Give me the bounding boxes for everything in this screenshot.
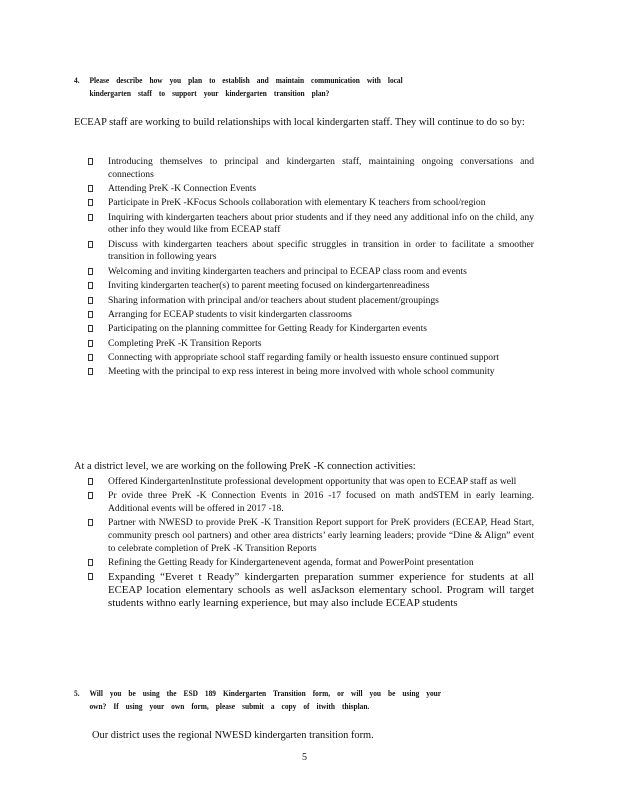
list-item	[88, 490, 534, 515]
list-item-text: Welcoming and inviting kindergarten teachers and principal to ECEAP class room and events	[108, 265, 467, 277]
checkbox-bullet-icon	[88, 519, 93, 526]
list-item	[88, 323, 534, 336]
question-5-answer: Our district uses the regional NWESD kindergarten transition form.	[92, 730, 374, 741]
list-item-text: Sharing information with principal and/or teachers about student placement/groupings	[108, 294, 439, 306]
list-item-text: Participate in PreK -KFocus Schools collaboration with elementary K teachers from school/region	[108, 197, 486, 209]
checkbox-bullet-icon	[88, 199, 93, 206]
list-item-text: Introducing themselves to principal and kindergarten staff, maintaining ongoing conversations and connections	[108, 156, 534, 180]
district-intro-paragraph: At a district level, we are working on the following PreK -K connection activities:	[74, 461, 416, 472]
list-item	[88, 476, 534, 489]
list-item	[88, 197, 534, 210]
question-4-line-1: Please describe how you plan to establish and maintain communication with local	[89, 75, 403, 85]
question-4-line-2: kindergarten staff to support your kindergarten transition plan?	[89, 88, 330, 98]
list-item	[88, 266, 534, 279]
list-item-text: Attending PreK -K Connection Events	[108, 182, 257, 194]
question-4	[74, 74, 534, 100]
checkbox-bullet-icon	[88, 282, 93, 289]
checkbox-bullet-icon	[88, 368, 93, 375]
list-item-text: Arranging for ECEAP students to visit kindergarten classrooms	[108, 308, 352, 320]
list-item-text: Completing PreK -K Transition Reports	[108, 337, 262, 349]
checkbox-bullet-icon	[88, 573, 93, 580]
checkbox-bullet-icon	[88, 325, 93, 332]
list-item-text: Expanding “Everet t Ready” kindergarten preparation summer experience for students at all ECEAP location elementary schools as well asJackson elementary school. Program will target students withno early learning experience, but may also include ECEAP students	[108, 571, 534, 609]
checkbox-bullet-icon	[88, 559, 93, 566]
list-item-text: Pr ovide three PreK -K Connection Events in 2016 -17 focused on math andSTEM in early learning. Additional events will be offered in 2017 -18.	[108, 490, 534, 514]
question-5-number: 5.	[74, 688, 80, 698]
list-item	[88, 212, 534, 237]
district-activities-list	[88, 476, 534, 611]
list-item-text: Offered KindergartenInstitute professional development opportunity that was open to ECEAP staff as well	[108, 476, 517, 487]
checkbox-bullet-icon	[88, 311, 93, 318]
question-5-line-1: Will you be using the ESD 189 Kindergarten Transition form, or will you be using your	[89, 688, 442, 698]
question-5	[74, 687, 534, 713]
checkbox-bullet-icon	[88, 354, 93, 361]
list-item-text: Participating on the planning committee for Getting Ready for Kindergarten events	[108, 323, 427, 335]
list-item	[88, 280, 534, 293]
list-item	[88, 239, 534, 264]
checkbox-bullet-icon	[88, 478, 93, 485]
list-item	[88, 295, 534, 308]
list-item	[88, 309, 534, 322]
list-item	[88, 517, 534, 555]
list-item	[88, 352, 534, 365]
list-item	[88, 557, 534, 570]
list-item-text: Partner with NWESD to provide PreK -K Transition Report support for PreK providers (ECEAP, Head Start, community presch ool partners) and other area districts’ early learning leaders; provide “Dine & Align” event to celebrate completion of PreK -K Transition Reports	[108, 517, 534, 554]
list-item-text: Refining the Getting Ready for Kindergartenevent agenda, format and PowerPoint presentation	[108, 556, 474, 568]
question-4-number: 4.	[74, 75, 80, 85]
question-5-line-2: own? If using your own form, please submit a copy of itwith thisplan.	[89, 701, 370, 711]
checkbox-bullet-icon	[88, 241, 93, 248]
list-item-text: Inviting kindergarten teacher(s) to parent meeting focused on kindergartenreadiness	[108, 280, 430, 292]
staff-activities-list	[88, 156, 534, 381]
list-item-text: Meeting with the principal to exp ress interest in being more involved with whole school community	[108, 366, 495, 378]
list-item	[88, 366, 534, 379]
list-item	[88, 156, 534, 181]
checkbox-bullet-icon	[88, 268, 93, 275]
list-item-text: Discuss with kindergarten teachers about specific struggles in transition in order to facilitate a smoother transition in following years	[108, 238, 534, 263]
checkbox-bullet-icon	[88, 158, 93, 165]
staff-intro-paragraph: ECEAP staff are working to build relationships with local kindergarten staff. They will continue to do so by:	[74, 117, 525, 128]
checkbox-bullet-icon	[88, 214, 93, 221]
page-number: 5	[302, 752, 307, 763]
checkbox-bullet-icon	[88, 340, 93, 347]
checkbox-bullet-icon	[88, 492, 93, 499]
checkbox-bullet-icon	[88, 297, 93, 304]
checkbox-bullet-icon	[88, 185, 93, 192]
list-item	[88, 571, 534, 609]
list-item	[88, 338, 534, 351]
list-item	[88, 183, 534, 196]
list-item-text: Connecting with appropriate school staff regarding family or health issuesto ensure continued support	[108, 352, 499, 364]
list-item-text: Inquiring with kindergarten teachers about prior students and if they need any additional info on the child, any other info they would like from ECEAP staff	[108, 211, 534, 236]
